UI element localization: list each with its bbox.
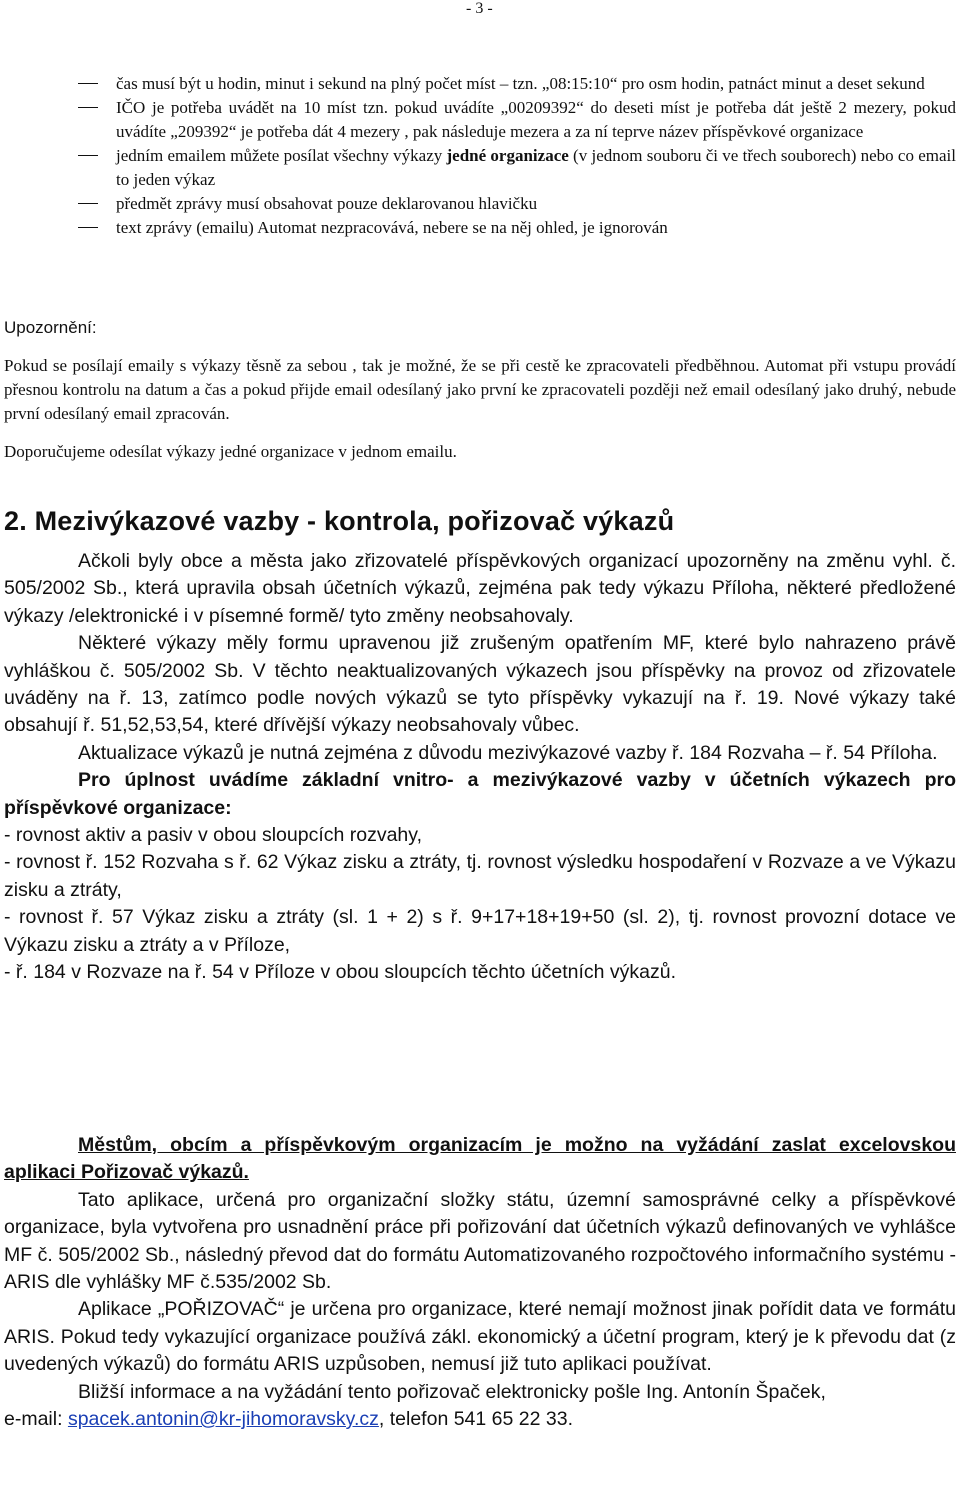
page-number: - 3 - bbox=[466, 0, 493, 17]
contact-line: e-mail: spacek.antonin@kr-jihomoravsky.cz, telefon 541 65 22 33. bbox=[4, 1408, 573, 1431]
section-3-body bbox=[4, 1132, 956, 1433]
paragraph: Aplikace „POŘIZOVAČ“ je určena pro organizace, které nemají možnost jinak pořídit data ve formátu ARIS. Pokud tedy vykazující organizace používá zákl. ekonomický a účetní program, který je k převodu dat (z uvedených výkazů) do formátu ARIS uzpůsoben, nemusí již tuto aplikaci používat. bbox=[4, 1298, 956, 1376]
warning-heading: Upozornění: bbox=[4, 318, 97, 337]
bullet-item: jedním emailem můžete posílat všechny výkazy jedné organizace (v jednom souboru či ve třech souborech) nebo co email to jeden výkaz bbox=[0, 144, 960, 192]
warning-block bbox=[4, 316, 956, 464]
dash-icon bbox=[78, 155, 98, 156]
bullet-item: IČO je potřeba uvádět na 10 míst tzn. pokud uvádíte „00209392“ do deseti míst je potřeba dát ještě 2 mezery, pokud uvádíte „209392“ je potřeba dát 4 mezery , pak následuje mezera a za ní teprve název příspěvkové organizace bbox=[0, 96, 960, 144]
bullet-list bbox=[0, 72, 960, 240]
relation-item: - rovnost ř. 152 Rozvaha s ř. 62 Výkaz zisku a ztráty, tj. rovnost výsledku hospodaření v Rozvaze a ve Výkazu zisku a ztráty, bbox=[4, 851, 956, 901]
email-link[interactable]: spacek.antonin@kr-jihomoravsky.cz bbox=[67, 1408, 379, 1431]
section-3-heading: Městům, obcím a příspěvkovým organizacím je možno na vyžádání zaslat excelovskou aplikaci Pořizovač výkazů. bbox=[4, 1134, 956, 1184]
warning-text: Pokud se posílají emaily s výkazy těsně za sebou , tak je možné, že se při cestě ke zpracovateli předběhnou. Automat při vstupu provádí přesnou kontrolu na datum a čas a pokud přijde email odesílaný jako první ke zpracovateli později než email odesílaný jako druhý, nebude první odesílaný email zpracován. bbox=[4, 356, 956, 423]
recommendation-text: Doporučujeme odesílat výkazy jedné organizace v jednom emailu. bbox=[4, 442, 457, 461]
relation-item: - rovnost aktiv a pasiv v obou sloupcích rozvahy, bbox=[4, 824, 423, 847]
bullet-item: text zprávy (emailu) Automat nezpracovává, nebere se na něj ohled, je ignorován bbox=[0, 216, 960, 240]
relation-item: - ř. 184 v Rozvaze na ř. 54 v Příloze v obou sloupcích těchto účetních výkazů. bbox=[4, 961, 677, 984]
relation-item: - rovnost ř. 57 Výkaz zisku a ztráty (sl. 1 + 2) s ř. 9+17+18+19+50 (sl. 2), tj. rovnost provozní dotace ve Výkazu zisku a ztráty a v Příloze, bbox=[4, 906, 956, 956]
bullet-item: čas musí být u hodin, minut i sekund na plný počet míst – tzn. „08:15:10“ pro osm hodin, patnáct minut a deset sekund bbox=[0, 72, 960, 96]
paragraph: Aktualizace výkazů je nutná zejména z důvodu mezivýkazové vazby ř. 184 Rozvaha – ř. 54 Příloha. bbox=[78, 741, 938, 764]
section-2-body bbox=[4, 548, 956, 987]
relations-heading: Pro úplnost uvádíme základní vnitro- a mezivýkazové vazby v účetních výkazech pro příspěvkové organizace: bbox=[4, 769, 956, 819]
dash-icon bbox=[78, 203, 98, 204]
dash-icon bbox=[78, 83, 98, 84]
paragraph: Ačkoli byly obce a města jako zřizovatelé příspěvkových organizací upozorněny na změnu vyhl. č. 505/2002 Sb., která upravila obsah účetních výkazů, zejména pak tedy výkazu Příloha, některé předložené výkazy /elektronické i v písemné formě/ tyto změny neobsahovaly. bbox=[4, 550, 956, 627]
dash-icon bbox=[78, 227, 98, 228]
paragraph: Bližší informace a na vyžádání tento pořizovač elektronicky pošle Ing. Antonín Špaček, bbox=[78, 1380, 826, 1403]
section-2-heading: 2. Mezivýkazové vazby - kontrola, pořizovač výkazů bbox=[4, 506, 675, 536]
paragraph: Některé výkazy měly formu upravenou již zrušeným opatřením MF, které bylo nahrazeno právě vyhláškou č. 505/2002 Sb. V těchto neaktualizovaných výkazech jsou příspěvky na provoz od zřizovatele uváděny na ř. 13, zatímco podle nových výkazů se tyto příspěvky vykazují na ř. 19. Nové výkazy také obsahují ř. 51,52,53,54, které dřívější výkazy neobsahovaly vůbec. bbox=[4, 632, 956, 737]
paragraph: Tato aplikace, určená pro organizační složky státu, územní samosprávné celky a příspěvkové organizace, byla vytvořena pro usnadnění práce při pořizování dat účetních výkazů definovaných ve vyhlášce MF č. 505/2002 Sb., následný převod dat do formátu Automatizovaného rozpočtového informačního systému - ARIS dle vyhlášky MF č.535/2002 Sb. bbox=[4, 1188, 956, 1294]
bullet-item: předmět zprávy musí obsahovat pouze deklarovanou hlavičku bbox=[0, 192, 960, 216]
dash-icon bbox=[78, 107, 98, 108]
